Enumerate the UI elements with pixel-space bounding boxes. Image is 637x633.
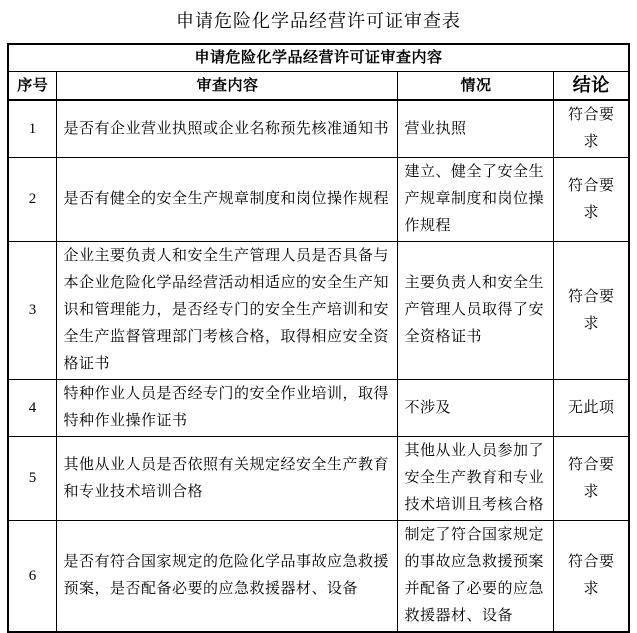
- column-header-no: 序号: [8, 72, 57, 101]
- table-header-row: [8, 72, 629, 101]
- table-caption-row: [8, 44, 629, 72]
- row-situation: 不涉及: [398, 380, 554, 437]
- row-situation: 其他从业人员参加了安全生产教育和专业技术培训且考核合格: [398, 437, 554, 521]
- table-row: [8, 437, 629, 521]
- row-content: 其他从业人员是否依照有关规定经安全生产教育和专业技术培训合格: [57, 437, 398, 521]
- table-row: [8, 380, 629, 437]
- table-row: [8, 242, 629, 380]
- row-situation: 建立、健全了安全生产规章制度和岗位操作规程: [398, 158, 554, 242]
- column-header-conclusion: 结论: [554, 72, 629, 101]
- page-title: 申请危险化学品经营许可证审查表: [176, 11, 461, 31]
- row-conclusion: 符合要求: [554, 521, 629, 633]
- row-content: 是否有健全的安全生产规章制度和岗位操作规程: [57, 158, 398, 242]
- table-row: [8, 158, 629, 242]
- column-header-situation: 情况: [398, 72, 554, 101]
- row-number: 5: [8, 437, 57, 521]
- row-number: 1: [8, 100, 57, 158]
- row-situation: 营业执照: [398, 100, 554, 158]
- row-situation: 主要负责人和安全生产管理人员取得了安全资格证书: [398, 242, 554, 380]
- review-table: [7, 43, 630, 633]
- row-conclusion: 符合要求: [554, 100, 629, 158]
- row-conclusion: 符合要求: [554, 158, 629, 242]
- table-row: [8, 521, 629, 633]
- row-conclusion: 符合要求: [554, 242, 629, 380]
- row-conclusion: 无此项: [554, 380, 629, 437]
- row-content: 企业主要负责人和安全生产管理人员是否具备与本企业危险化学品经营活动相适应的安全生产知识和管理能力，是否经专门的安全生产培训和安全生产监督管理部门考核合格，取得相应安全资格证书: [57, 242, 398, 380]
- table-row: [8, 100, 629, 158]
- row-content: 特种作业人员是否经专门的安全作业培训，取得特种作业操作证书: [57, 380, 398, 437]
- row-number: 6: [8, 521, 57, 633]
- column-header-content: 审查内容: [57, 72, 398, 101]
- row-content: 是否有符合国家规定的危险化学品事故应急救援预案，是否配备必要的应急救援器材、设备: [57, 521, 398, 633]
- row-number: 3: [8, 242, 57, 380]
- row-content: 是否有企业营业执照或企业名称预先核准通知书: [57, 100, 398, 158]
- row-number: 2: [8, 158, 57, 242]
- table-caption: 申请危险化学品经营许可证审查内容: [8, 44, 629, 72]
- row-conclusion: 符合要求: [554, 437, 629, 521]
- row-situation: 制定了符合国家规定的事故应急救援预案并配备了必要的应急救援器材、设备: [398, 521, 554, 633]
- row-number: 4: [8, 380, 57, 437]
